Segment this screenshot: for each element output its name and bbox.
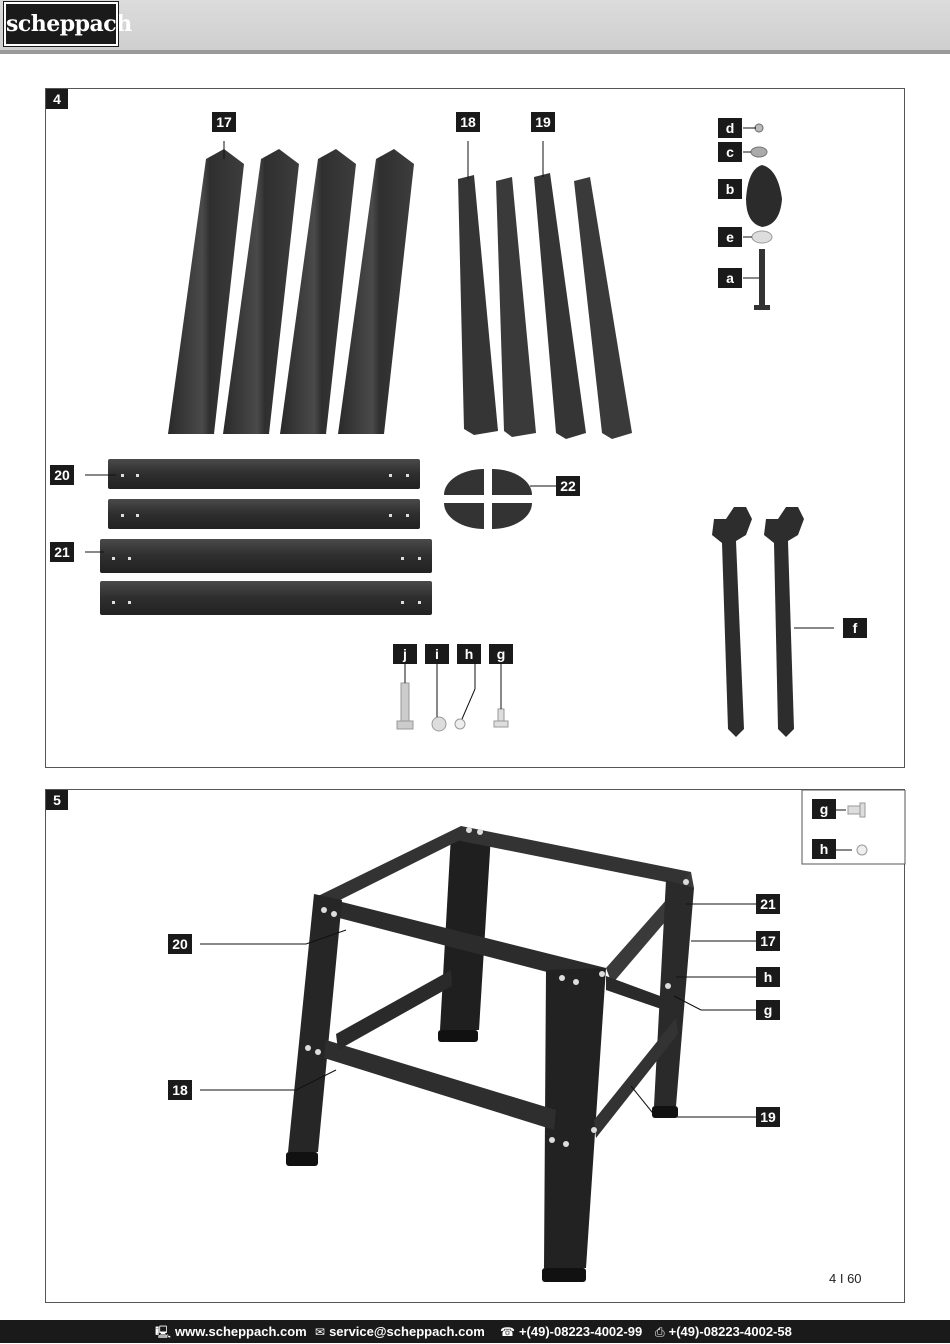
part-20-callout: 20 [168, 934, 192, 954]
part-19-label: 19 [531, 112, 555, 132]
scheppach-logo: scheppach [4, 2, 118, 46]
page-footer [0, 1320, 950, 1343]
part-h-label: h [457, 644, 481, 664]
part-e-label: e [718, 227, 742, 247]
footer-fax-text: +(49)-08223-4002-58 [668, 1324, 792, 1339]
part-h-callout: h [756, 967, 780, 987]
part-21-label: 21 [50, 542, 74, 562]
footer-phone [500, 1320, 642, 1344]
crossbars-20-21 [100, 459, 432, 615]
figure-4-drawing [46, 89, 906, 769]
part-17-label: 17 [212, 112, 236, 132]
figure-5-number: 5 [46, 790, 68, 810]
part-21-callout: 21 [756, 894, 780, 914]
part-17-callout: 17 [756, 931, 780, 951]
part-b-label: b [718, 179, 742, 199]
footer-website[interactable] [155, 1320, 307, 1344]
part-a-label: a [718, 268, 742, 288]
part-18-callout: 18 [168, 1080, 192, 1100]
figure-4-number: 4 [46, 89, 68, 109]
footer-phone-text: +(49)-08223-4002-99 [518, 1324, 643, 1339]
computer-icon: 🖳 [155, 1325, 172, 1339]
legend-g-label: g [812, 799, 836, 819]
part-22-label: 22 [556, 476, 580, 496]
fax-icon: ⎙ [655, 1325, 665, 1339]
part-g-label: g [489, 644, 513, 664]
rubber-feet-22 [444, 469, 532, 529]
page-header [0, 0, 950, 54]
part-20-label: 20 [50, 465, 74, 485]
legend-h-label: h [812, 839, 836, 859]
footer-email[interactable] [315, 1320, 485, 1344]
figure-4-panel [45, 88, 905, 768]
fittings-a-e [746, 124, 782, 310]
footer-website-text: www.scheppach.com [175, 1324, 307, 1339]
wrenches-f [712, 507, 804, 737]
part-18-label: 18 [456, 112, 480, 132]
part-i-label: i [425, 644, 449, 664]
stand-drawing [286, 826, 694, 1282]
legs-18-19 [458, 173, 632, 439]
part-f-label: f [843, 618, 867, 638]
part-19-callout: 19 [756, 1107, 780, 1127]
phone-icon: ☎ [500, 1325, 515, 1339]
figure-5-panel [45, 789, 905, 1303]
page-number: 4 I 60 [829, 1271, 862, 1286]
figure-5-drawing [46, 790, 906, 1304]
part-d-label: d [718, 118, 742, 138]
part-g-callout: g [756, 1000, 780, 1020]
part-j-label: j [393, 644, 417, 664]
part-c-label: c [718, 142, 742, 162]
footer-fax [655, 1320, 792, 1344]
hardware-j-i-h-g [397, 683, 508, 731]
footer-email-text: service@scheppach.com [329, 1324, 485, 1339]
mail-icon: ✉ [315, 1325, 326, 1339]
legs-17 [168, 149, 414, 434]
